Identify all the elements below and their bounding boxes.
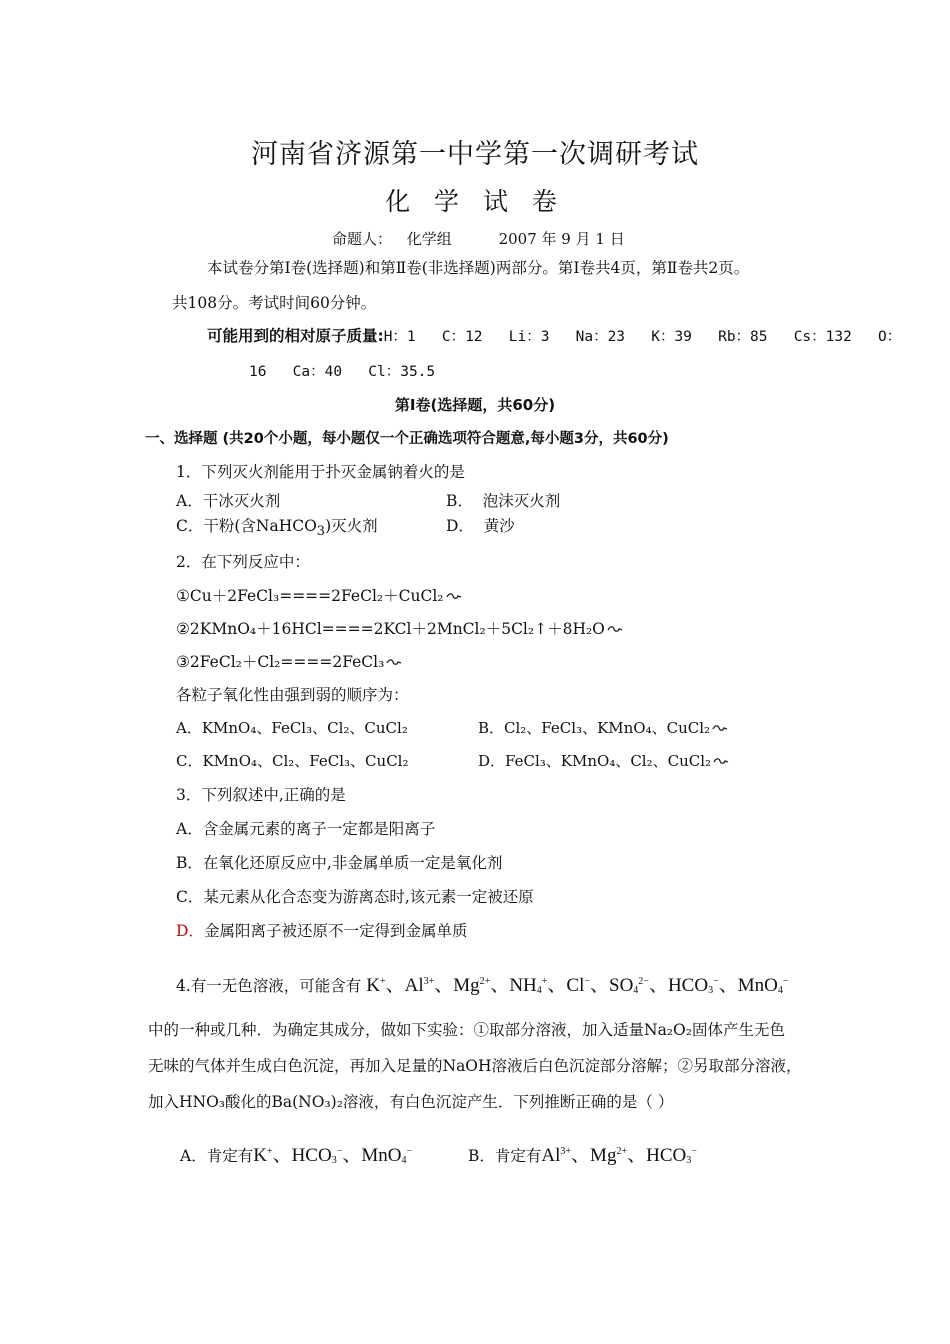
- q4-line-2: 中的一种或几种．为确定其成分，做如下实验：①取部分溶液，加入适量Na₂O₂固体产生无色: [148, 1021, 785, 1039]
- author-name: 化学组: [406, 230, 452, 248]
- q4-option-a-prefix: A．肯定有: [180, 1147, 254, 1165]
- q4-line-3: 无味的气体并生成白色沉淀，再加入足量的NaOH溶液后白色沉淀部分溶解；②另取部分溶液，: [148, 1057, 802, 1075]
- q2-reaction-2-text: ②2KMnO₄＋16HCl====2KCl＋2MnCl₂＋5Cl₂↑＋8H₂O: [176, 620, 605, 638]
- q2-option-c: C．KMnO₄、Cl₂、FeCl₃、CuCl₂: [176, 752, 409, 770]
- q3-option-d-text: 金属阳离子被还原不一定得到金属单质: [203, 922, 468, 940]
- q4-stem-prefix: 4.有一无色溶液，可能含有: [176, 977, 362, 995]
- q1-stem: 1．下列灭火剂能用于扑灭金属钠着火的是: [176, 463, 465, 481]
- q2-option-d: [478, 750, 729, 771]
- q4-option-b-ions: $Al^{3+}$、$Mg^{2+}$、$HCO_3^-$: [541, 1145, 697, 1166]
- author-line: [332, 228, 625, 249]
- q3-option-c: C．某元素从化合态变为游离态时,该元素一定被还原: [176, 888, 534, 906]
- atomic-mass-label: 可能用到的相对原子质量:: [207, 327, 384, 345]
- intro-line-2: 共108分。考试时间60分钟。: [172, 294, 377, 312]
- q3-option-b: B．在氧化还原反应中,非金属单质一定是氧化剂: [176, 854, 503, 872]
- atomic-mass-line-2: 16 Ca：40 Cl：35.5: [249, 364, 436, 380]
- paragraph-mark-icon: [713, 758, 729, 766]
- q2-ask: 各粒子氧化性由强到弱的顺序为：: [176, 686, 409, 704]
- q4-option-a: [180, 1140, 412, 1167]
- q4-stem: [176, 970, 788, 997]
- q1-option-c-suffix: )灭火剂: [325, 517, 378, 535]
- q2-reaction-2: [176, 617, 623, 639]
- q4-option-a-ions: K+、$HCO_3^-$、MnO$_4$−: [253, 1145, 413, 1166]
- paper-subtitle: 化 学 试 卷: [385, 187, 565, 216]
- q4-option-b-prefix: B．肯定有: [468, 1147, 542, 1165]
- part-one-header: 一、选择题 (共20个小题，每小题仅一个正确选项符合题意,每小题3分，共60分): [145, 431, 669, 447]
- section-header: 第Ⅰ卷(选择题，共60分): [394, 396, 556, 414]
- q2-option-b-text: B．Cl₂、FeCl₃、KMnO₄、CuCl₂: [478, 719, 711, 737]
- paragraph-mark-icon: [607, 626, 623, 634]
- paragraph-mark-icon: [386, 659, 402, 667]
- paragraph-mark-icon: [712, 725, 728, 733]
- q1-option-c-sub: 3: [316, 524, 326, 539]
- q2-option-b: [478, 717, 728, 738]
- q2-reaction-1-text: ①Cu＋2FeCl₃====2FeCl₂＋CuCl₂: [176, 587, 444, 605]
- q3-stem: 3．下列叙述中,正确的是: [176, 786, 346, 804]
- q2-reaction-3-text: ③2FeCl₂＋Cl₂====2FeCl₃: [176, 653, 385, 671]
- atomic-mass-values: H：1 C：12 Li：3 Na：23 K：39 Rb：85 Cs：132 O：: [383, 329, 902, 345]
- q1-option-a: A．干冰灭火剂: [176, 492, 281, 510]
- q2-reaction-1: [176, 584, 462, 606]
- q2-stem: 2．在下列反应中：: [176, 553, 310, 571]
- q3-option-d: [176, 919, 467, 941]
- q4-option-b: [468, 1140, 697, 1167]
- atomic-mass-line-1: [207, 324, 901, 346]
- q3-option-d-label: D．: [176, 922, 204, 940]
- paragraph-mark-icon: [446, 593, 462, 601]
- q1-option-c-prefix: C．干粉(含NaHCO: [176, 517, 317, 535]
- q1-option-b: B． 泡沫灭火剂: [446, 492, 561, 510]
- q2-reaction-3: [176, 650, 402, 672]
- exam-title: 河南省济源第一中学第一次调研考试: [251, 139, 699, 170]
- q2-option-d-text: D．FeCl₃、KMnO₄、Cl₂、CuCl₂: [478, 752, 712, 770]
- intro-line-1: 本试卷分第Ⅰ卷(选择题)和第Ⅱ卷(非选择题)两部分。第Ⅰ卷共4页，第Ⅱ卷共2页。: [207, 259, 750, 277]
- q2-option-a: A．KMnO₄、FeCl₃、Cl₂、CuCl₂: [176, 719, 408, 737]
- ion-list: K+、$Al^{3+}$、$Mg^{2+}$、$NH_4^+$、Cl−、$SO_4^{2-}$、$HCO_3^-$、MnO$_4$−: [366, 975, 789, 996]
- q4-line-4: 加入HNO₃酸化的Ba(NO₃)₂溶液，有白色沉淀产生．下列推断正确的是（ ）: [148, 1093, 674, 1111]
- q3-option-a: A．含金属元素的离子一定都是阳离子: [176, 820, 436, 838]
- author-label: 命题人：: [332, 230, 393, 248]
- q1-option-c: [176, 514, 378, 539]
- exam-date: 2007 年 9 月 1 日: [498, 230, 625, 248]
- q1-option-d: D． 黄沙: [446, 517, 515, 535]
